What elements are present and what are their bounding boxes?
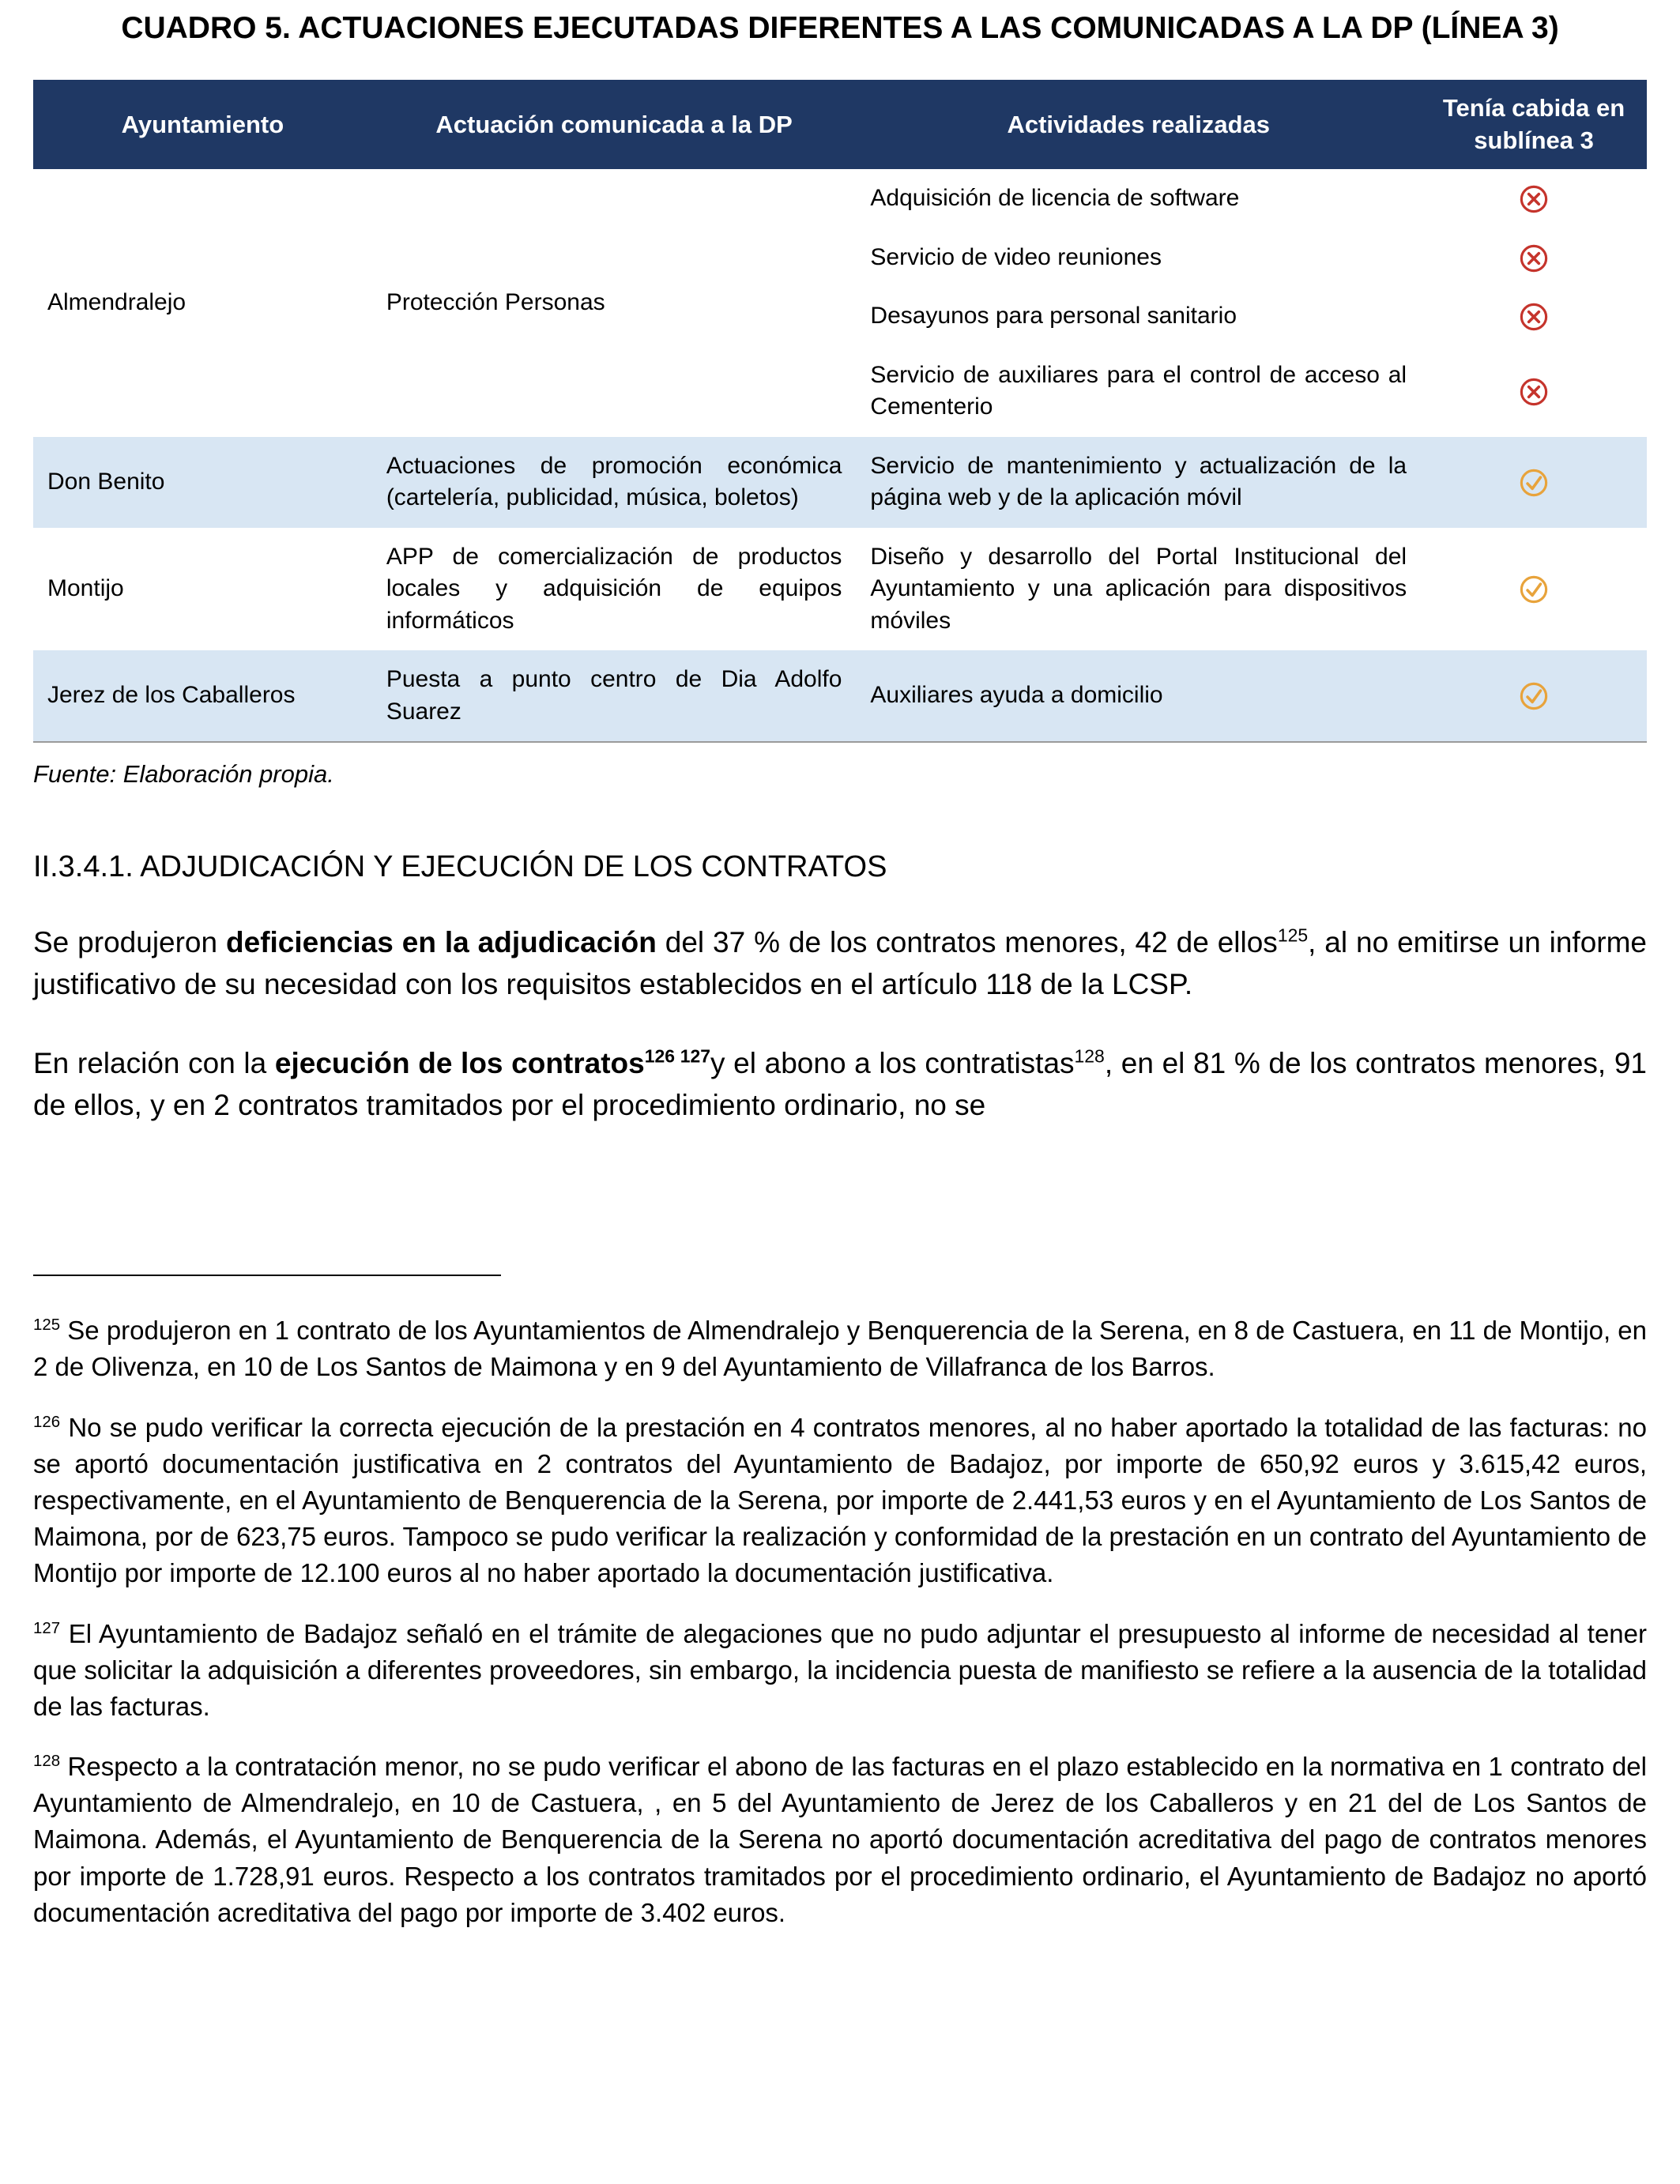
cuadro-5-table bbox=[33, 80, 1647, 743]
activity-cell: Diseño y desarrollo del Portal Institucional del Ayuntamiento y una aplicación para dispositivos móviles bbox=[870, 543, 1407, 634]
communicated-action-cell: Protección Personas bbox=[386, 289, 605, 316]
footnote-number: 126 bbox=[33, 1412, 61, 1431]
municipality-cell: Almendralejo bbox=[47, 289, 186, 316]
footnote bbox=[33, 1616, 1647, 1726]
column-header: Tenía cabida en sublínea 3 bbox=[1421, 80, 1647, 169]
footnote-ref: 126 127 bbox=[644, 1045, 711, 1067]
footnote-text: No se pudo verificar la correcta ejecución de la prestación en 4 contratos menores, al no haber aportado la totalidad de las facturas: no se aportó documentación justificativa en 2 contratos del Ayuntamiento de Badajoz, por importe de 650,92 euros y 3.615,42 euros, respectivamente, en el Ayuntamiento de Benquerencia de la Serena, por importe de 2.441,53 euros y en el Ayuntamiento de Los Santos de Maimona, por de 623,75 euros. Tampoco se pudo verificar la realización y conformidad de la prestación en un contrato del Ayuntamiento de Montijo por importe de 12.100 euros al no haber aportado la documentación justificativa. bbox=[33, 1412, 1647, 1588]
check-circle-icon bbox=[1519, 574, 1549, 604]
municipality-cell: Montijo bbox=[47, 575, 124, 602]
footnote-number: 128 bbox=[33, 1752, 61, 1771]
communicated-action-cell: Actuaciones de promoción económica (cartelería, publicidad, música, boletos) bbox=[372, 437, 857, 528]
subline-fit-cell bbox=[1421, 228, 1647, 288]
cross-circle-icon bbox=[1519, 302, 1549, 332]
table-title: CUADRO 5. ACTUACIONES EJECUTADAS DIFERENTES A LAS COMUNICADAS A LA DP (LÍNEA 3) bbox=[121, 11, 1559, 45]
table-row bbox=[33, 169, 1647, 228]
footnote-text: Respecto a la contratación menor, no se pudo verificar el abono de las facturas en el plazo establecido en la normativa en 1 contrato del Ayuntamiento de Almendralejo, en 10 de Castuera, , en 5 del Ayuntamiento de Jerez de los Caballeros y en 21 del de Los Santos de Maimona. Además, el Ayuntamiento de Benquerencia de la Serena no aportó documentación acreditativa del pago de contratos menores por importe de 1.728,91 euros. Respecto a los contratos tramitados por el procedimiento ordinario, el Ayuntamiento de Badajoz no aportó documentación acreditativa del pago por importe de 3.402 euros. bbox=[33, 1752, 1647, 1927]
check-circle-icon bbox=[1519, 681, 1549, 711]
table-row bbox=[33, 528, 1647, 651]
activity-cell: Desayunos para personal sanitario bbox=[870, 303, 1237, 329]
activity-cell: Servicio de mantenimiento y actualización de la página web y de la aplicación móvil bbox=[856, 437, 1421, 528]
footnote bbox=[33, 1410, 1647, 1592]
subline-fit-cell bbox=[1421, 437, 1647, 528]
text-run: del 37 % de los contratos menores, 42 de ellos bbox=[656, 926, 1278, 959]
activity-cell: Servicio de video reuniones bbox=[870, 243, 1162, 270]
paragraph-adjudicacion bbox=[33, 922, 1647, 1005]
subline-fit-cell bbox=[1421, 528, 1647, 651]
column-header: Actuación comunicada a la DP bbox=[372, 80, 857, 169]
text-run: , en el 81 % de los contratos menores, 91 de ellos, y en 2 contratos tramitados por el procedimiento ordinario, no se bbox=[33, 1047, 1648, 1121]
table-row bbox=[33, 437, 1647, 528]
footnote bbox=[33, 1312, 1647, 1385]
subline-fit-cell bbox=[1421, 287, 1647, 346]
footnote-number: 125 bbox=[33, 1316, 61, 1335]
table-header-row bbox=[33, 80, 1647, 169]
activity-cell: Auxiliares ayuda a domicilio bbox=[856, 650, 1421, 742]
table-body bbox=[33, 169, 1647, 742]
column-header: Ayuntamiento bbox=[33, 80, 372, 169]
communicated-action-cell: APP de comercialización de productos locales y adquisición de equipos informáticos bbox=[386, 543, 842, 634]
paragraph-ejecucion bbox=[33, 1043, 1647, 1126]
text-run: Se produjeron bbox=[33, 926, 227, 959]
column-header: Actividades realizadas bbox=[856, 80, 1421, 169]
subline-fit-cell bbox=[1421, 169, 1647, 228]
section-heading: II.3.4.1. ADJUDICACIÓN Y EJECUCIÓN DE LOS CONTRATOS bbox=[33, 850, 887, 884]
check-circle-icon bbox=[1519, 468, 1549, 498]
footnote-ref: 128 bbox=[1074, 1045, 1105, 1067]
source-note: Fuente: Elaboración propia. bbox=[33, 760, 334, 789]
footnotes bbox=[33, 1312, 1647, 1931]
table-head bbox=[33, 80, 1647, 169]
communicated-action-cell: Puesta a punto centro de Dia Adolfo Suarez bbox=[372, 650, 857, 742]
municipality-cell: Don Benito bbox=[33, 437, 372, 528]
cross-circle-icon bbox=[1519, 243, 1549, 273]
footnote-text: Se produjeron en 1 contrato de los Ayuntamientos de Almendralejo y Benquerencia de la Serena, en 8 de Castuera, en 11 de Montijo, en 2 de Olivenza, en 10 de Los Santos de Maimona y en 9 del Ayuntamiento de Villafranca de los Barros. bbox=[33, 1316, 1647, 1382]
document-page bbox=[33, 8, 1647, 1931]
footnote-text: El Ayuntamiento de Badajoz señaló en el trámite de alegaciones que no pudo adjuntar el presupuesto al informe de necesidad al tener que solicitar la adquisición a diferentes proveedores, sin embargo, la incidencia puesta de manifiesto se refiere a la ausencia de la totalidad de las facturas. bbox=[33, 1618, 1647, 1721]
footnote-separator bbox=[33, 1275, 501, 1276]
activity-cell: Servicio de auxiliares para el control de acceso al Cementerio bbox=[870, 361, 1407, 420]
activity-cell: Adquisición de licencia de software bbox=[870, 185, 1240, 212]
cross-circle-icon bbox=[1519, 184, 1549, 214]
cross-circle-icon bbox=[1519, 377, 1549, 407]
table-row bbox=[33, 650, 1647, 742]
footnote-number: 127 bbox=[33, 1618, 61, 1637]
municipality-cell: Jerez de los Caballeros bbox=[33, 650, 372, 742]
footnote-ref: 125 bbox=[1277, 924, 1309, 946]
text-run: ejecución de los contratos bbox=[274, 1047, 645, 1080]
text-run: deficiencias en la adjudicación bbox=[226, 926, 657, 959]
footnote bbox=[33, 1749, 1647, 1931]
text-run: , al no emitirse un informe justificativo de su necesidad con los requisitos establecidos en el artículo 118 de la LCSP. bbox=[33, 926, 1648, 1000]
text-run: En relación con la bbox=[33, 1047, 275, 1080]
subline-fit-cell bbox=[1421, 650, 1647, 742]
subline-fit-cell bbox=[1421, 346, 1647, 437]
text-run: y el abono a los contratistas bbox=[710, 1047, 1075, 1080]
